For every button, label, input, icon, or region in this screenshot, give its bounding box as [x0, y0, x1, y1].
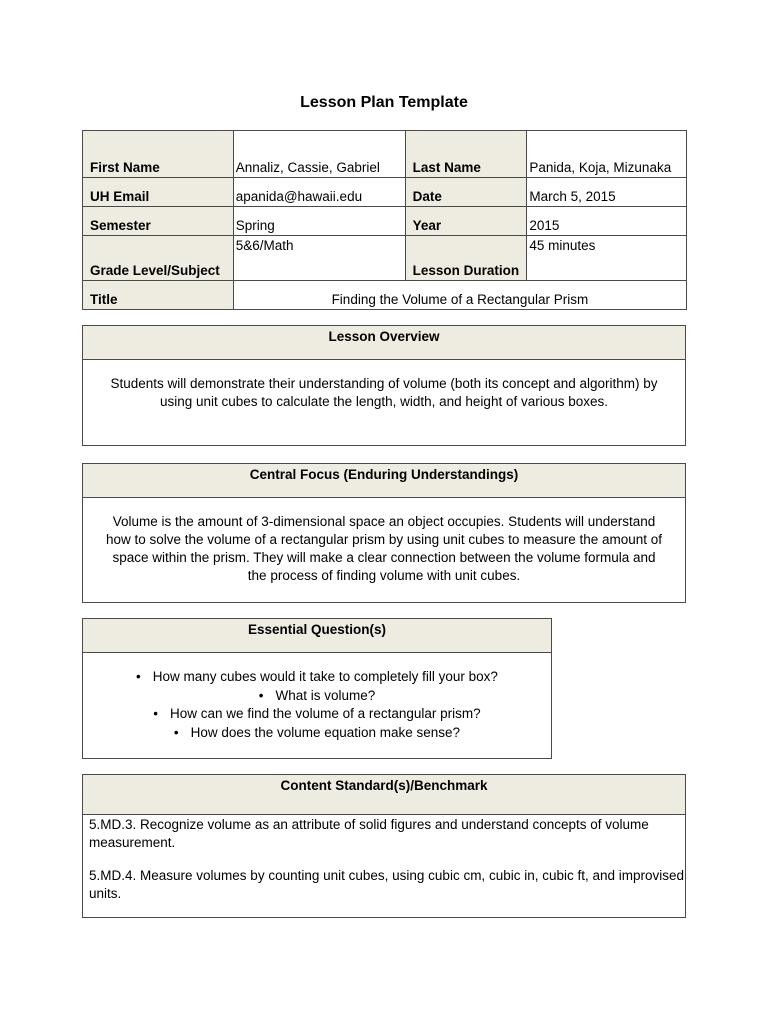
year-label: Year [405, 207, 527, 236]
year-value: 2015 [527, 207, 687, 236]
content-standards-heading: Content Standard(s)/Benchmark [83, 775, 685, 815]
first-name-value: Annaliz, Cassie, Gabriel [233, 131, 405, 178]
duration-label: Lesson Duration [405, 236, 527, 281]
lesson-overview-section [82, 325, 686, 446]
lesson-info-table [82, 130, 687, 310]
list-item: • How many cubes would it take to completely fill your box? [83, 668, 551, 687]
email-value: apanida@hawaii.edu [233, 178, 405, 207]
essential-questions-heading: Essential Question(s) [83, 619, 551, 653]
grade-label: Grade Level/Subject [83, 236, 234, 281]
first-name-label: First Name [83, 131, 234, 178]
lesson-overview-heading: Lesson Overview [83, 326, 685, 360]
title-label: Title [83, 281, 234, 310]
standard-item: 5.MD.4. Measure volumes by counting unit cubes, using cubic cm, cubic in, cubic ft, and improvised units. [89, 868, 685, 901]
central-focus-section [82, 463, 686, 603]
central-focus-text: Volume is the amount of 3-dimensional space an object occupies. Students will understand how to solve the volume of a rectangular prism by using unit cubes to measure the amount of space within the prism. They will make a clear connection between the volume formula and the process of finding volume with unit cubes. [105, 514, 663, 583]
central-focus-heading: Central Focus (Enduring Understandings) [83, 464, 685, 498]
date-label: Date [405, 178, 527, 207]
content-standards-section [82, 774, 686, 918]
lesson-overview-text: Students will demonstrate their understanding of volume (both its concept and algorithm) by using unit cubes to calculate the length, width, and height of various boxes. [110, 376, 658, 409]
last-name-label: Last Name [405, 131, 527, 178]
semester-label: Semester [83, 207, 234, 236]
essential-questions-list [83, 653, 551, 742]
list-item: • How can we find the volume of a rectangular prism? [83, 705, 551, 724]
essential-questions-section [82, 618, 552, 759]
semester-value: Spring [233, 207, 405, 236]
email-label: UH Email [83, 178, 234, 207]
date-value: March 5, 2015 [527, 178, 687, 207]
list-item: • What is volume? [83, 687, 551, 706]
grade-value: 5&6/Math [233, 236, 405, 281]
title-value: Finding the Volume of a Rectangular Prism [233, 281, 686, 310]
standard-item: 5.MD.3. Recognize volume as an attribute of solid figures and understand concepts of volume measurement. [89, 817, 649, 850]
last-name-value: Panida, Koja, Mizunaka [527, 131, 687, 178]
duration-value: 45 minutes [527, 236, 687, 281]
page-title: Lesson Plan Template [300, 94, 468, 111]
list-item: • How does the volume equation make sense? [83, 724, 551, 743]
